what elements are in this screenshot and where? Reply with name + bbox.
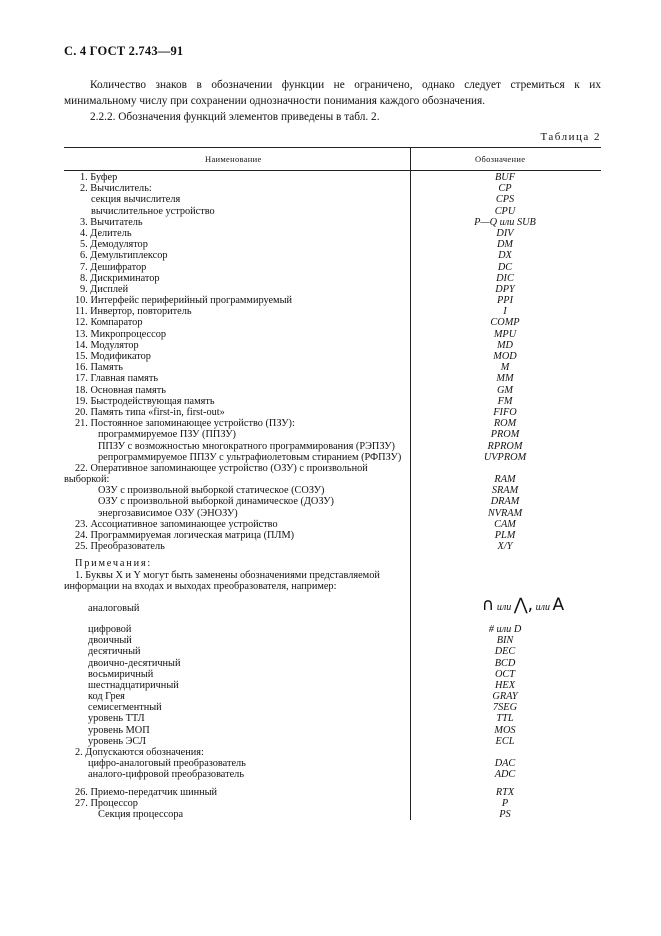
table-row [64, 646, 601, 657]
row-name: уровень МОП [88, 724, 150, 736]
table-row [64, 541, 601, 552]
row-name: уровень ТТЛ [88, 713, 145, 725]
table-row [64, 669, 601, 680]
table-row [64, 340, 601, 351]
table-row [64, 385, 601, 396]
row-name: 21. Постоянное запоминающее устройство (ПЗУ): [75, 418, 295, 430]
row-name: 1. Буфер [80, 172, 118, 183]
row-name: 18. Основная память [75, 384, 166, 396]
note-line [64, 581, 601, 592]
row-code: RAM [494, 474, 516, 486]
row-name: 6. Демультиплексор [80, 250, 168, 262]
table-row [64, 317, 601, 328]
intro-paragraph: Количество знаков в обозначении функции не ограничено, однако следует стремиться к их минимальному числу при сохранении однозначности понимания каждого обозначения. [64, 79, 601, 107]
union-symbol: ∩ [481, 594, 495, 615]
row-code: DIC [496, 272, 514, 284]
row-code: BCD [494, 657, 516, 669]
table-row [64, 362, 601, 373]
table-row [64, 407, 601, 418]
row-code: OCT [494, 668, 516, 680]
row-name: 2. Вычислитель: [80, 183, 152, 195]
row-code: GM [496, 384, 513, 396]
table-row [64, 530, 601, 541]
row-name: вычислительное устройство [91, 205, 215, 217]
row-name: 25. Преобразователь [75, 541, 165, 553]
row-code: MM [496, 373, 514, 385]
row-code: MOD [493, 351, 517, 362]
row-name: выборкой: [64, 474, 110, 486]
table-row [64, 474, 601, 485]
table-row [64, 183, 601, 194]
letter-a-symbol: A [552, 594, 565, 615]
row-code: CP [498, 183, 512, 195]
table-row [64, 194, 601, 205]
table-row [64, 239, 601, 250]
row-name: 20. Память типа «first-in, first-out» [75, 406, 225, 418]
row-code: DRAM [490, 496, 520, 508]
table-row [64, 658, 601, 669]
row-code: M [500, 362, 510, 374]
row-code: CPS [495, 194, 515, 206]
row-code: ECL [495, 735, 515, 747]
table-row [64, 262, 601, 273]
page-header: С. 4 ГОСТ 2.743—91 [64, 44, 184, 58]
row-name: ППЗУ с возможностью многократного программирования (РЭПЗУ) [98, 440, 395, 452]
row-code: FM [497, 395, 513, 407]
table-row [64, 429, 601, 440]
table-row [64, 217, 601, 228]
row-code: PROM [490, 429, 520, 441]
table-row [64, 736, 601, 747]
row-code: CAM [494, 518, 516, 530]
row-name: десятичный [88, 646, 141, 658]
row-name: репрограммируемое ППЗУ с ультрафиолетовым стиранием (РФПЗУ) [98, 451, 402, 463]
row-name: двоично-десятичный [88, 657, 181, 669]
table-row [64, 496, 601, 507]
table-row [64, 373, 601, 384]
table-row [64, 702, 601, 713]
table-row [64, 691, 601, 702]
row-name: 26. Приемо-передатчик шинный [75, 786, 218, 798]
separator-text: или [533, 601, 553, 613]
section-paragraph: 2.2.2. Обозначения функций элементов приведены в табл. 2. [90, 111, 380, 123]
note-text: информации на входах и выходах преобразователя, например: [64, 580, 337, 592]
row-code: # или D [488, 623, 522, 635]
row-name: секция вычислителя [91, 194, 181, 206]
row-name: ОЗУ с произвольной выборкой динамическое (ДОЗУ) [98, 496, 334, 508]
row-code: 7SEG [492, 702, 518, 714]
table-header-rule [64, 170, 601, 171]
table-row [64, 284, 601, 295]
row-code: NVRAM [487, 507, 523, 519]
wedge-symbol: ⋀, [513, 594, 534, 615]
row-name: Секция процессора [98, 808, 184, 820]
row-name: 16. Память [75, 362, 123, 374]
row-name: цифро-аналоговый преобразователь [88, 758, 246, 770]
table-row [64, 485, 601, 496]
row-code: I [503, 306, 507, 318]
row-name: цифровой [88, 623, 132, 635]
row-code: BIN [496, 635, 514, 647]
row-code: ADC [494, 769, 516, 781]
row-name: шестнадцатиричный [88, 679, 179, 691]
analog-symbols [448, 594, 598, 619]
table-row [64, 441, 601, 452]
table-row [64, 452, 601, 463]
row-name: 22. Оперативное запоминающее устройство (ОЗУ) с произвольной [75, 462, 368, 474]
row-code: RPROM [487, 440, 523, 452]
notes-title-text: Примечания: [75, 558, 153, 570]
row-name: программируемое ПЗУ (ППЗУ) [98, 429, 236, 441]
table-row-analog [64, 592, 601, 618]
separator-text: или [494, 601, 514, 613]
table-row [64, 758, 601, 769]
row-name: двоичный [88, 635, 132, 647]
row-code: DPY [495, 283, 515, 295]
row-name: 24. Программируемая логическая матрица (ПЛМ) [75, 530, 295, 541]
row-code: COMP [490, 317, 520, 329]
row-code: PLM [494, 530, 516, 541]
row-name: 3. Вычитатель [80, 216, 143, 228]
row-code: HEX [494, 679, 515, 691]
table-row [64, 396, 601, 407]
row-name: 23. Ассоциативное запоминающее устройство [75, 518, 278, 530]
note-line [64, 747, 601, 758]
row-code: DEC [494, 646, 516, 658]
table-row [64, 418, 601, 429]
row-name: 27. Процессор [75, 797, 138, 809]
row-name: семисегментный [88, 702, 162, 714]
row-name: 9. Дисплей [80, 283, 129, 295]
table-row [64, 228, 601, 239]
table-row [64, 329, 601, 340]
row-name: уровень ЭСЛ [88, 735, 146, 747]
row-code: RTX [495, 786, 515, 798]
note-text: 2. Допускаются обозначения: [75, 747, 204, 758]
row-name: 19. Быстродействующая память [75, 395, 215, 407]
table-caption: Таблица 2 [540, 131, 601, 143]
table-row [64, 295, 601, 306]
table-row [64, 250, 601, 261]
table-row [64, 713, 601, 724]
row-name: 4. Делитель [80, 227, 132, 239]
row-code: MD [496, 339, 513, 351]
row-code: TTL [496, 713, 514, 725]
column-header-code: Обозначение [475, 154, 526, 164]
row-name: 5. Демодулятор [80, 239, 148, 251]
table-row [64, 680, 601, 691]
table-row [64, 809, 601, 820]
row-code: X/Y [497, 541, 513, 553]
table-row [64, 508, 601, 519]
row-name: 12. Компаратор [75, 317, 143, 329]
note-line [64, 570, 601, 581]
table-row [64, 206, 601, 217]
table-row [64, 172, 601, 183]
row-name: 7. Дешифратор [80, 261, 147, 273]
row-name: 14. Модулятор [75, 339, 139, 351]
row-code: BUF [494, 172, 515, 183]
row-code: SRAM [491, 485, 519, 497]
row-code: DM [496, 239, 513, 251]
table-body [64, 172, 601, 820]
row-name: ОЗУ с произвольной выборкой статическое (СОЗУ) [98, 485, 325, 497]
row-code: DAC [494, 758, 516, 770]
table-row [64, 624, 601, 635]
row-name: 11. Инвертор, повторитель [75, 306, 192, 318]
row-code: P [501, 797, 509, 809]
row-code: MOS [494, 724, 516, 736]
note-text: 1. Буквы X и Y могут быть заменены обозначениями представляемой [75, 569, 380, 581]
table-top-rule [64, 147, 601, 148]
row-name: восьмиричный [88, 668, 154, 680]
row-code: DIV [496, 227, 514, 239]
row-name: аналоговый [88, 602, 140, 614]
row-code: DX [498, 250, 512, 262]
table-row [64, 519, 601, 530]
table-row [64, 635, 601, 646]
table-row [64, 769, 601, 780]
row-name: код Грея [88, 691, 125, 703]
row-name: аналого-цифровой преобразователь [88, 769, 245, 781]
notes-title [64, 558, 601, 569]
column-header-name: Наименование [205, 154, 262, 164]
row-code: P—Q или SUB [474, 216, 536, 228]
row-name: 17. Главная память [75, 373, 159, 385]
row-name: 15. Модификатор [75, 351, 151, 362]
table-row [64, 725, 601, 736]
row-name: 10. Интерфейс периферийный программируемый [75, 295, 293, 307]
row-code: FIFO [493, 406, 517, 418]
table-row [64, 787, 601, 798]
table-row [64, 463, 601, 474]
table-row [64, 351, 601, 362]
table-row [64, 306, 601, 317]
row-code: GRAY [492, 691, 518, 703]
row-code: DC [497, 261, 513, 273]
row-code: MPU [493, 328, 517, 340]
row-code: PPI [496, 295, 513, 307]
row-name: 13. Микропроцессор [75, 328, 166, 340]
table-row [64, 798, 601, 809]
row-code: CPU [494, 205, 516, 217]
row-code: UVPROM [483, 451, 527, 463]
table-row [64, 273, 601, 284]
row-code: PS [499, 808, 511, 820]
row-code: ROM [493, 418, 517, 430]
row-name: 8. Дискриминатор [80, 272, 160, 284]
row-name: энергозависимое ОЗУ (ЭНОЗУ) [98, 507, 238, 519]
